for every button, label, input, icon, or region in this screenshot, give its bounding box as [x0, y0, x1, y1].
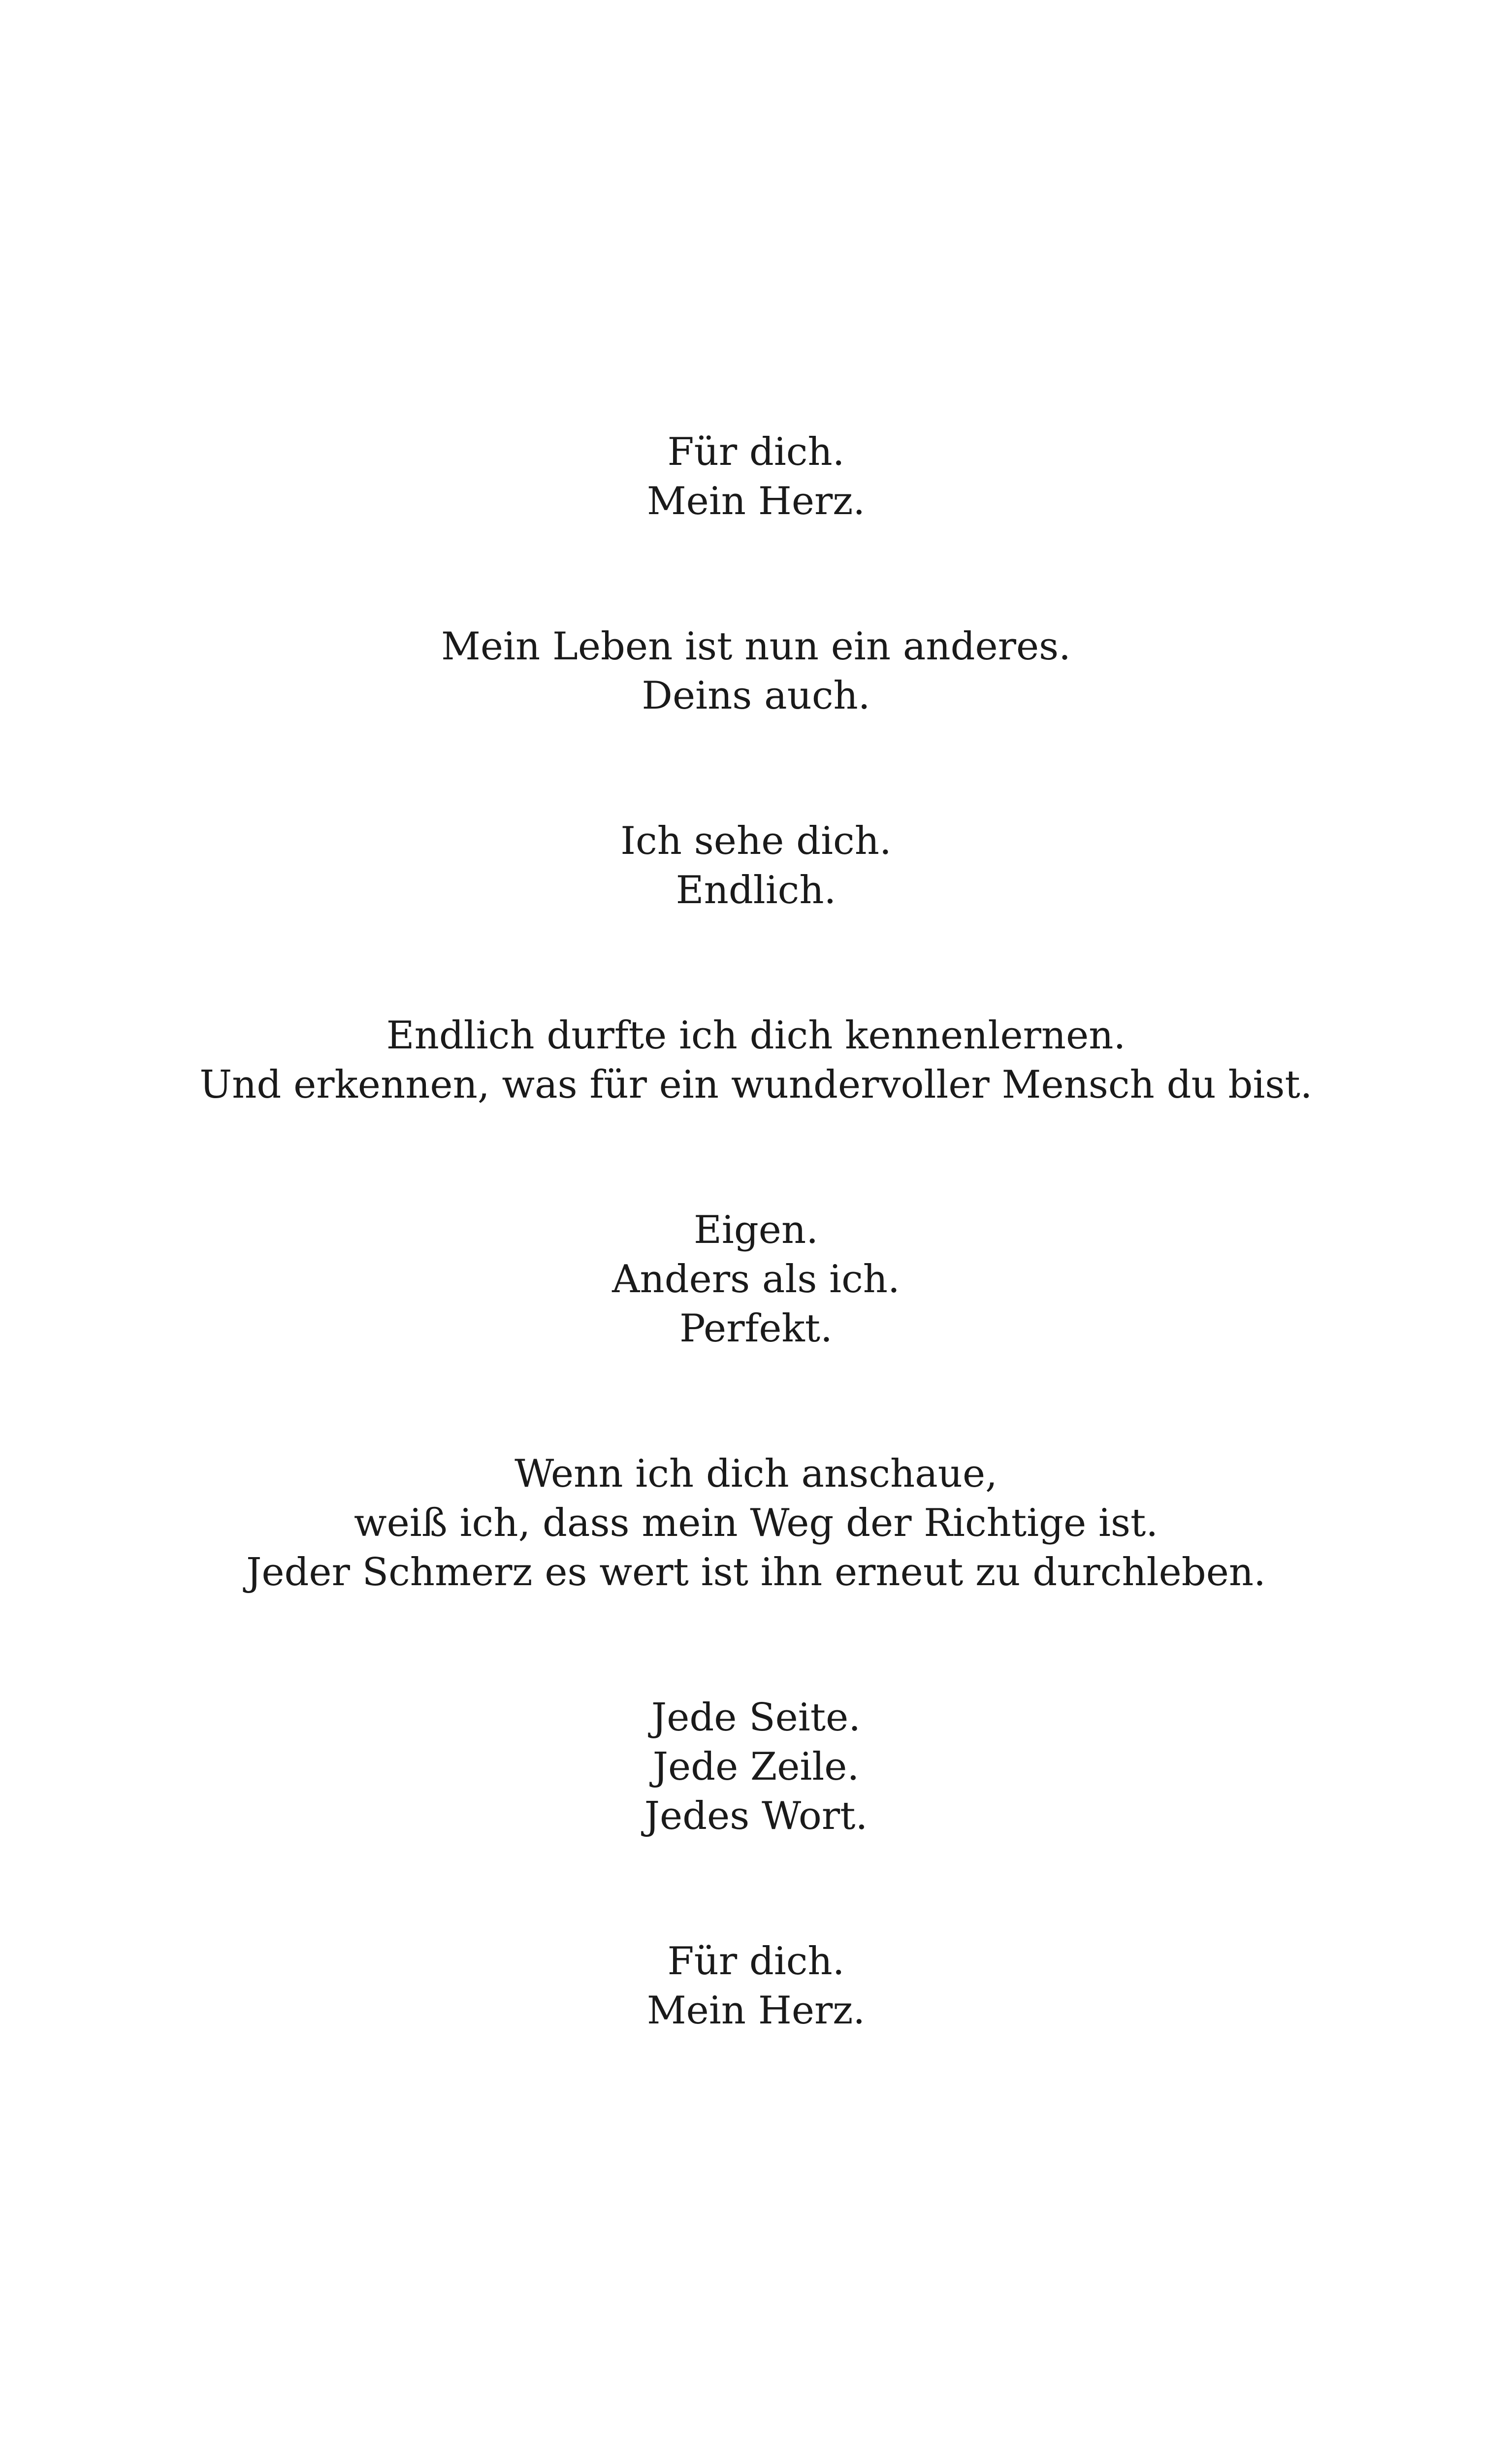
poem-line: Eigen.: [693, 1208, 818, 1252]
stanza-2: [0, 622, 1512, 720]
stanza-8: [0, 1937, 1512, 2035]
poem-line: Ich sehe dich.: [620, 819, 892, 863]
stanza-5: [0, 1205, 1512, 1353]
poem-line: Jede Seite.: [651, 1695, 861, 1740]
poem-line: Jedes Wort.: [644, 1794, 868, 1838]
poem-line: Wenn ich dich anschaue,: [515, 1452, 997, 1496]
poem-line: Mein Herz.: [646, 1988, 866, 2033]
poem: [0, 427, 1512, 2131]
stanza-1: [0, 427, 1512, 526]
poem-line: Jeder Schmerz es wert ist ihn erneut zu durchleben.: [246, 1550, 1266, 1595]
poem-line: Endlich durfte ich dich kennenlernen.: [386, 1013, 1126, 1058]
poem-line: Für dich.: [667, 1939, 845, 1984]
stanza-4: [0, 1011, 1512, 1109]
poem-line: Anders als ich.: [612, 1257, 900, 1302]
poem-line: Mein Leben ist nun ein anderes.: [441, 624, 1071, 669]
poem-line: Und erkennen, was für ein wundervoller Mensch du bist.: [199, 1063, 1313, 1107]
stanza-6: [0, 1449, 1512, 1597]
poem-line: Endlich.: [676, 868, 836, 912]
poem-line: Perfekt.: [679, 1306, 833, 1351]
poem-line: Mein Herz.: [646, 479, 866, 523]
stanza-7: [0, 1693, 1512, 1841]
poem-line: Jede Zeile.: [652, 1745, 860, 1789]
poem-line: Für dich.: [667, 430, 845, 474]
stanza-3: [0, 816, 1512, 915]
poem-line: weiß ich, dass mein Weg der Richtige ist.: [354, 1501, 1158, 1545]
poem-line: Deins auch.: [642, 674, 870, 718]
